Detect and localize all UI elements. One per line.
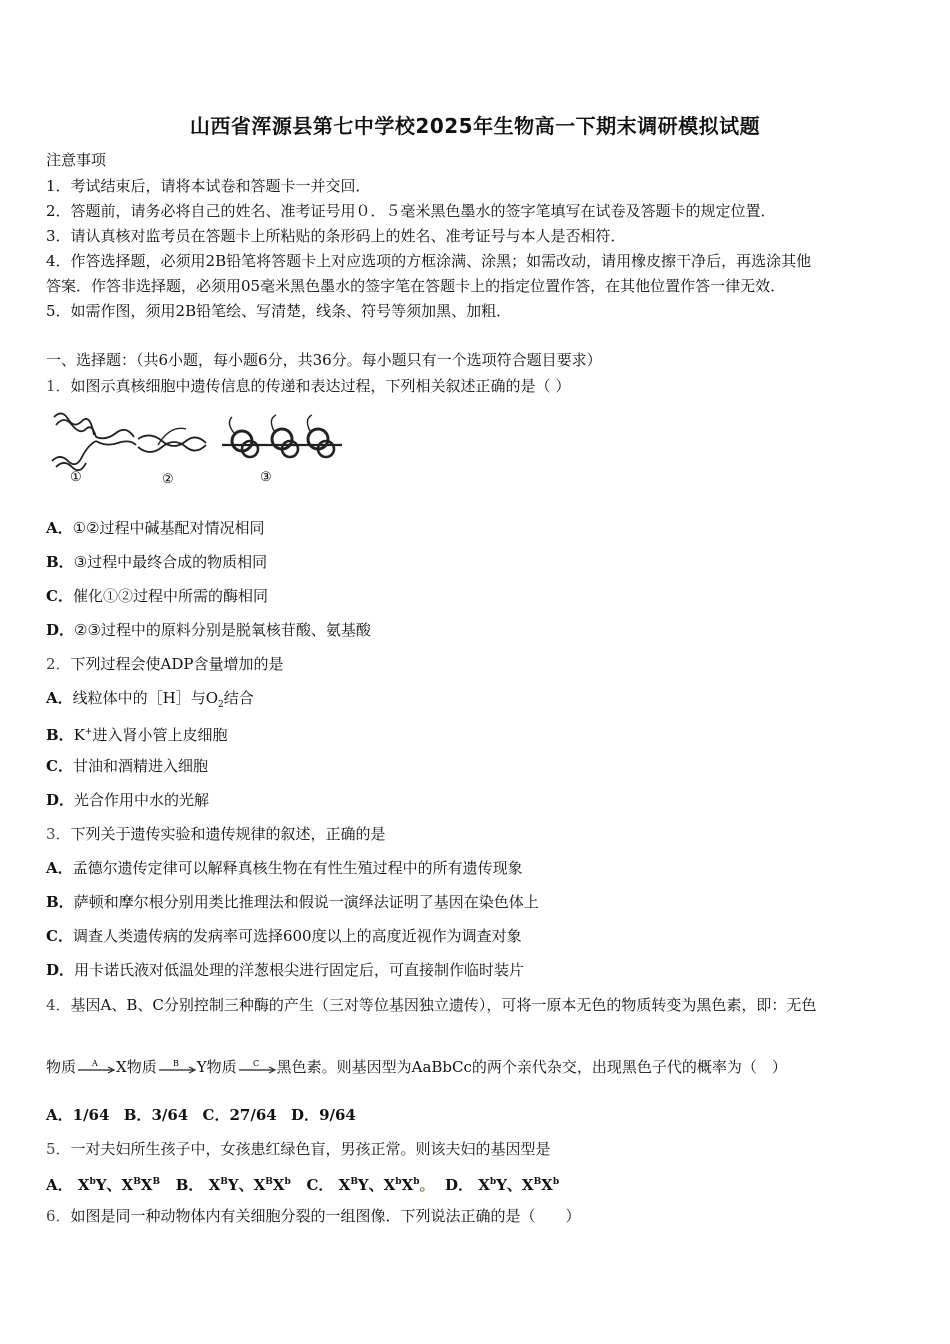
option-text: 调查人类遗传病的发病率可选择600度以上的高度近视作为调查对象 (72, 927, 522, 945)
q4-option-a[interactable] (46, 1106, 109, 1124)
question-number: 5． (46, 1140, 71, 1158)
q1-option-b[interactable] (46, 552, 267, 572)
enzyme-label: B (172, 1059, 179, 1068)
q5-option-c[interactable] (306, 1176, 434, 1194)
question-3 (46, 824, 386, 844)
allele: b (552, 1177, 560, 1187)
option-text: K (73, 726, 85, 744)
genotype-x: X (77, 1176, 90, 1194)
genotype-x: X (253, 1176, 266, 1194)
option-text: 孟德尔遗传定律可以解释真核生物在有性生殖过程中的所有遗传现象 (72, 859, 523, 877)
option-key: A． (46, 1176, 73, 1194)
option-text: ①②过程中碱基配对情况相同 (72, 519, 265, 537)
question-stem: 如图是同一种动物体内有关细胞分裂的一组图像．下列说法正确的是（ ） (70, 1207, 581, 1225)
q2-option-b[interactable] (46, 722, 227, 745)
option-text: 用卡诺氏液对低温处理的洋葱根尖进行固定后，可直接制作临时装片 (74, 961, 525, 979)
q4-option-b[interactable] (124, 1106, 188, 1124)
notice-item: 答案．作答非选择题，必须用05毫米黑色墨水的签字笔在答题卡上的指定位置作答，在其他位置作答一律无效． (46, 277, 786, 295)
question-number: 2． (46, 655, 71, 673)
pathway-step: Y物质 (196, 1058, 237, 1076)
q2-option-c[interactable] (46, 756, 208, 776)
genotype-x: X (140, 1176, 153, 1194)
option-text: 萨顿和摩尔根分别用类比推理法和假说一演绎法证明了基因在染色体上 (73, 893, 539, 911)
separator: 、 (506, 1176, 522, 1194)
question-4-pathway (46, 1057, 787, 1078)
notice-item: 5．如需作图，须用2B铅笔绘、写清楚，线条、符号等须加黑、加粗． (46, 302, 512, 320)
q5-option-a[interactable] (46, 1176, 160, 1194)
option-key: A． (46, 689, 73, 707)
page-title: 山西省浑源县第七中学校2025年生物高一下期末调研模拟试题 (189, 114, 761, 138)
q4-option-d[interactable] (291, 1106, 356, 1124)
q2-option-d[interactable] (46, 790, 209, 810)
question-6 (46, 1206, 581, 1226)
arrow-icon (157, 1058, 197, 1078)
option-key: C． (46, 757, 73, 775)
q5-option-b[interactable] (176, 1176, 291, 1194)
option-key: D． (445, 1176, 474, 1194)
option-key: D． (291, 1106, 320, 1124)
option-key: C． (306, 1176, 334, 1194)
q3-option-b[interactable] (46, 892, 539, 912)
q3-option-d[interactable] (46, 960, 524, 980)
genotype-x: X (401, 1176, 414, 1194)
allele: B (152, 1177, 161, 1187)
notice-item: 3．请认真核对监考员在答题卡上所粘贴的条形码上的姓名、准考证号与本人是否相符． (46, 227, 626, 245)
question-number: 3． (46, 825, 71, 843)
genotype-x: X (338, 1176, 351, 1194)
subscript: 2 (218, 700, 224, 710)
q3-option-a[interactable] (46, 858, 523, 878)
option-key: D． (46, 621, 75, 639)
option-text: 1/64 (72, 1106, 110, 1124)
q1-option-a[interactable] (46, 518, 265, 538)
option-key: B． (46, 726, 74, 744)
genotype-x: X (121, 1176, 134, 1194)
option-text: 光合作用中水的光解 (74, 791, 210, 809)
option-key: C． (202, 1106, 230, 1124)
allele: B (533, 1177, 542, 1187)
option-text: 线粒体中的［H］与O (72, 689, 219, 707)
q1-option-d[interactable] (46, 620, 371, 640)
question-stem: 基因A、B、C分别控制三种酶的产生（三对等位基因独立遗传），可将一原本无色的物质转变为黑色素，即：无色 (70, 996, 817, 1014)
question-number: 4． (46, 996, 71, 1014)
separator: 、 (106, 1176, 122, 1194)
question-stem: 下列过程会使ADP含量增加的是 (70, 655, 284, 673)
option-key: D． (46, 791, 75, 809)
option-text: ③过程中最终合成的物质相同 (73, 553, 268, 571)
option-text: 9/64 (319, 1106, 356, 1124)
genotype-y: Y (95, 1176, 107, 1194)
allele: b (413, 1177, 420, 1187)
question-2 (46, 654, 284, 674)
separator: 。 (419, 1176, 435, 1194)
dna-replication-transcription-translation-figure (46, 405, 346, 487)
allele: B (133, 1177, 141, 1187)
option-text: 结合 (223, 689, 254, 707)
option-text: 27/64 (229, 1106, 277, 1124)
genotype-x: X (478, 1176, 490, 1194)
option-key: A． (46, 859, 73, 877)
pathway-step: 黑色素。则基因型为AaBbCc的两个亲代杂交，出现黑色子代的概率为（ ） (276, 1058, 787, 1076)
allele: B (220, 1177, 228, 1187)
q5-options (46, 1172, 559, 1195)
option-key: D． (46, 961, 75, 979)
separator: 、 (368, 1176, 384, 1194)
question-stem: 一对夫妇所生孩子中，女孩患红绿色盲，男孩正常。则该夫妇的基因型是 (70, 1140, 551, 1158)
genotype-x: X (383, 1176, 396, 1194)
arrow-icon (76, 1058, 116, 1078)
q4-option-c[interactable] (203, 1106, 277, 1124)
genotype-y: Y (496, 1176, 507, 1194)
allele: b (284, 1177, 291, 1187)
genotype-x: X (521, 1176, 534, 1194)
section-heading: 一、选择题：（共6小题，每小题6分，共36分。每小题只有一个选项符合题目要求） (46, 351, 602, 369)
option-text: 进入肾小管上皮细胞 (92, 726, 228, 744)
question-stem: 如图示真核细胞中遗传信息的传递和表达过程，下列相关叙述正确的是（ ） (70, 377, 571, 395)
notice-heading: 注意事项 (46, 151, 107, 169)
allele: b (395, 1177, 402, 1187)
question-5 (46, 1139, 551, 1159)
notice-item: 2．答题前，请务必将自己的姓名、准考证号用０．５毫米黑色墨水的签字笔填写在试卷及答题卡的规定位置． (46, 202, 776, 220)
option-key: A． (46, 1106, 73, 1124)
arrow-icon (237, 1058, 277, 1078)
enzyme-label: A (92, 1059, 98, 1068)
figure-label-1: ① (70, 470, 82, 485)
question-1 (46, 376, 570, 396)
pathway-step: 物质 (46, 1058, 77, 1076)
option-key: B． (46, 893, 74, 911)
allele: b (89, 1177, 96, 1187)
question-stem: 下列关于遗传实验和遗传规律的叙述，正确的是 (70, 825, 386, 843)
figure-label-2: ② (162, 472, 174, 487)
question-4 (46, 995, 816, 1015)
option-key: C． (46, 927, 73, 945)
genotype-x: X (272, 1176, 285, 1194)
question-number: 6． (46, 1207, 71, 1225)
option-text: 催化①②过程中所需的酶相同 (72, 587, 268, 605)
enzyme-label: C (252, 1059, 259, 1068)
allele: b (489, 1177, 497, 1187)
option-text: 甘油和酒精进入细胞 (72, 757, 208, 775)
notice-item: 4．作答选择题，必须用2B铅笔将答题卡上对应选项的方框涂满、涂黑；如需改动，请用橡皮擦干净后，再选涂其他 (46, 252, 812, 270)
q4-options (46, 1105, 356, 1125)
q3-option-c[interactable] (46, 926, 522, 946)
q5-option-d[interactable] (445, 1176, 559, 1194)
figure-label-3: ③ (260, 470, 272, 485)
option-key: B． (46, 553, 74, 571)
allele: B (350, 1177, 358, 1187)
notice-item: 1．考试结束后，请将本试卷和答题卡一并交回． (46, 177, 371, 195)
option-key: B． (123, 1106, 152, 1124)
genotype-y: Y (357, 1176, 369, 1194)
genotype-y: Y (227, 1176, 239, 1194)
option-key: C． (46, 587, 73, 605)
option-text: 3/64 (151, 1106, 189, 1124)
question-number: 1． (46, 377, 71, 395)
option-key: A． (46, 519, 73, 537)
allele: B (265, 1177, 273, 1187)
superscript: + (84, 727, 93, 737)
q1-option-c[interactable] (46, 586, 268, 606)
genotype-x: X (208, 1176, 221, 1194)
pathway-step: X物质 (116, 1058, 157, 1076)
q2-option-a[interactable] (46, 688, 254, 715)
genotype-x: X (541, 1176, 553, 1194)
option-text: ②③过程中的原料分别是脱氧核苷酸、氨基酸 (74, 621, 371, 639)
option-key: B． (175, 1176, 204, 1194)
separator: 、 (238, 1176, 254, 1194)
